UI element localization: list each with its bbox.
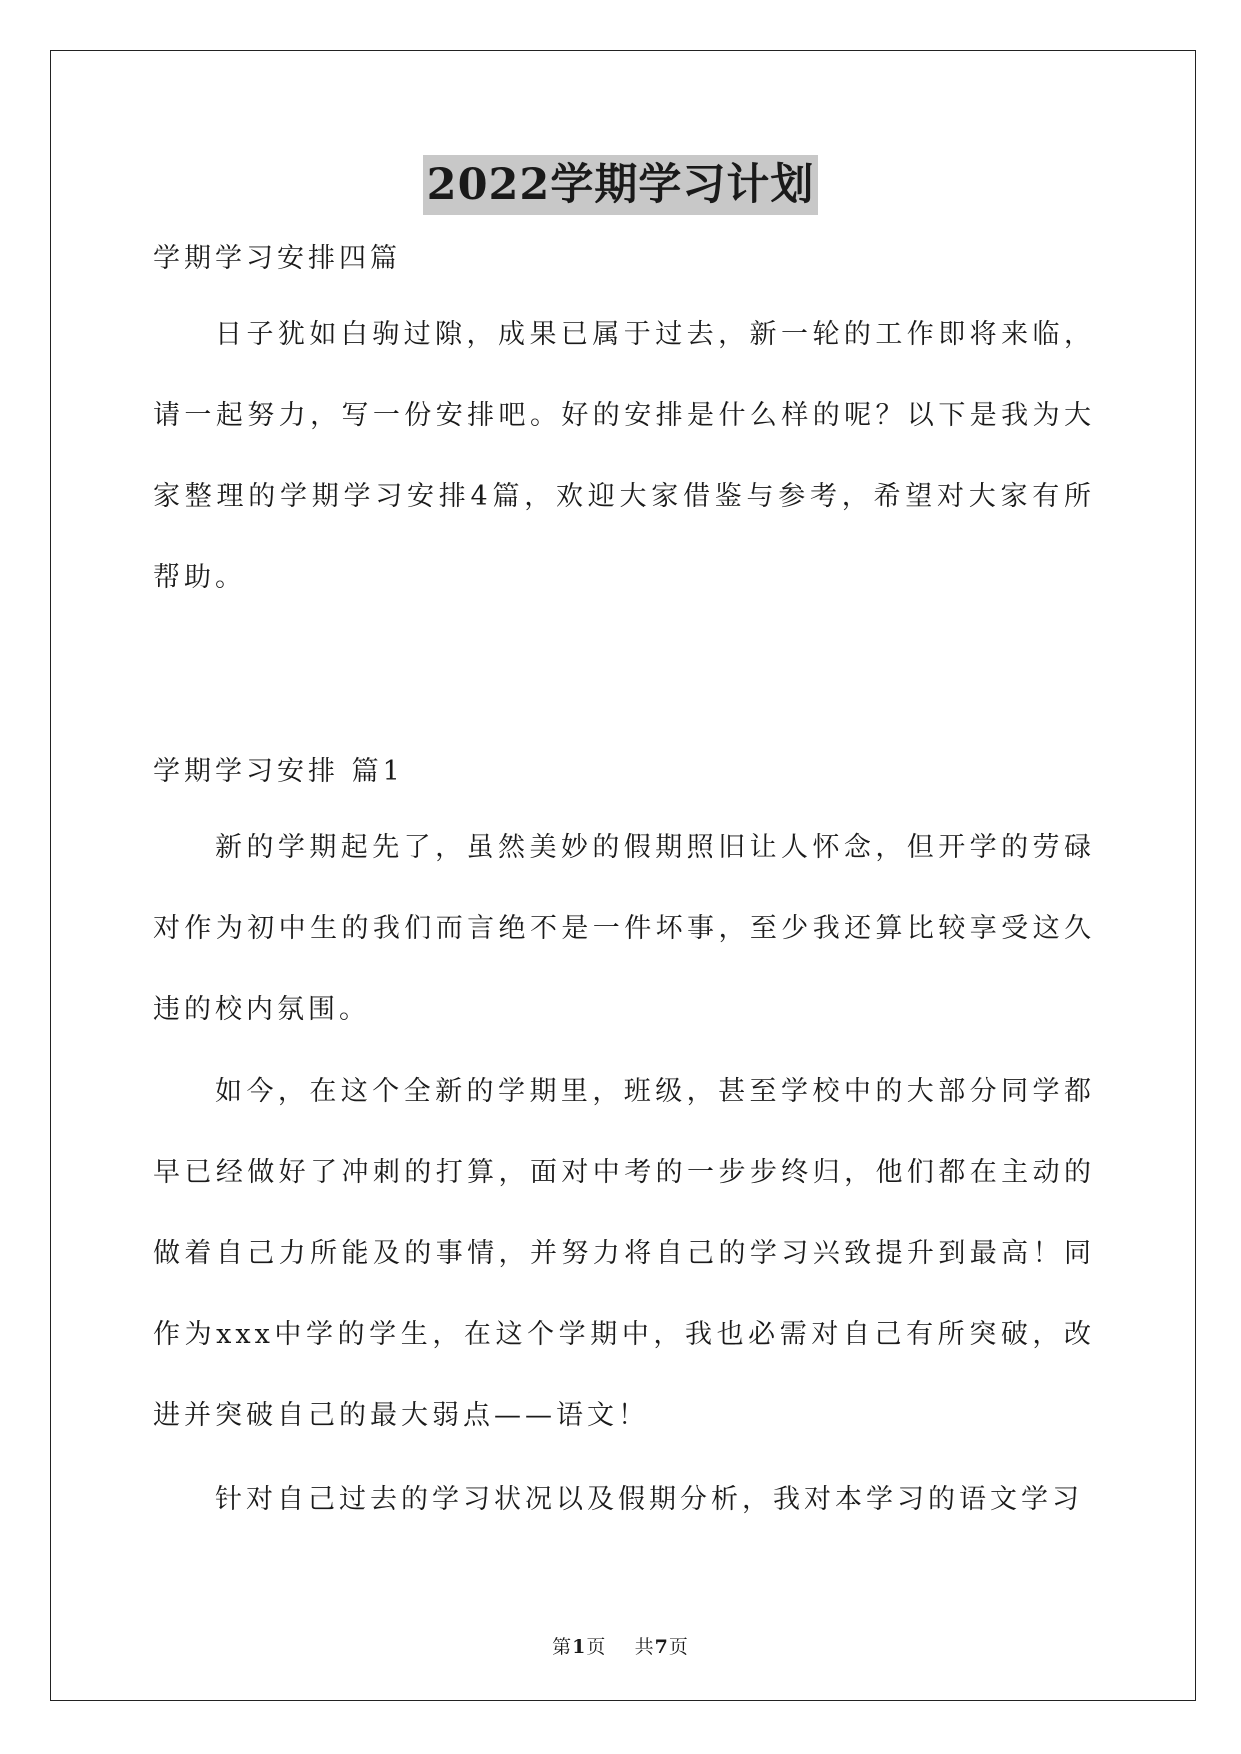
body-paragraph-3: 针对自己过去的学习状况以及假期分析，我对本学习的语文学习 xyxy=(215,1484,1083,1515)
title-container xyxy=(0,155,1241,215)
section-heading: 学期学习安排 篇1 xyxy=(153,756,404,787)
document-title: 2022学期学习计划 xyxy=(423,155,819,215)
total-pages: 7 xyxy=(654,1636,669,1658)
page-prefix: 第 xyxy=(552,1636,573,1658)
body-paragraph-2: 如今，在这个全新的学期里，班级，甚至学校中的大部分同学都早已经做好了冲刺的打算，面对中考的一步步终归，他们都在主动的做着自己力所能及的事情，并努力将自己的学习兴致提升到最高！同作为xxx中学的学生，在这个学期中，我也必需对自己有所突破，改进并突破自己的最大弱点——语文！ xyxy=(153,1076,1095,1431)
page-number: 1 xyxy=(572,1636,587,1658)
body-paragraph-1: 新的学期起先了，虽然美妙的假期照旧让人怀念，但开学的劳碌对作为初中生的我们而言绝不是一件坏事，至少我还算比较享受这久违的校内氛围。 xyxy=(153,832,1095,1025)
total-prefix: 共 xyxy=(634,1636,655,1658)
total-suffix: 页 xyxy=(668,1636,689,1658)
page-footer xyxy=(0,1632,1241,1659)
page-suffix: 页 xyxy=(586,1636,607,1658)
document-subtitle: 学期学习安排四篇 xyxy=(153,243,401,274)
intro-paragraph: 日子犹如白驹过隙，成果已属于过去，新一轮的工作即将来临，请一起努力，写一份安排吧。好的安排是什么样的呢？以下是我为大家整理的学期学习安排4篇，欢迎大家借鉴与参考，希望对大家有所帮助。 xyxy=(153,319,1095,593)
